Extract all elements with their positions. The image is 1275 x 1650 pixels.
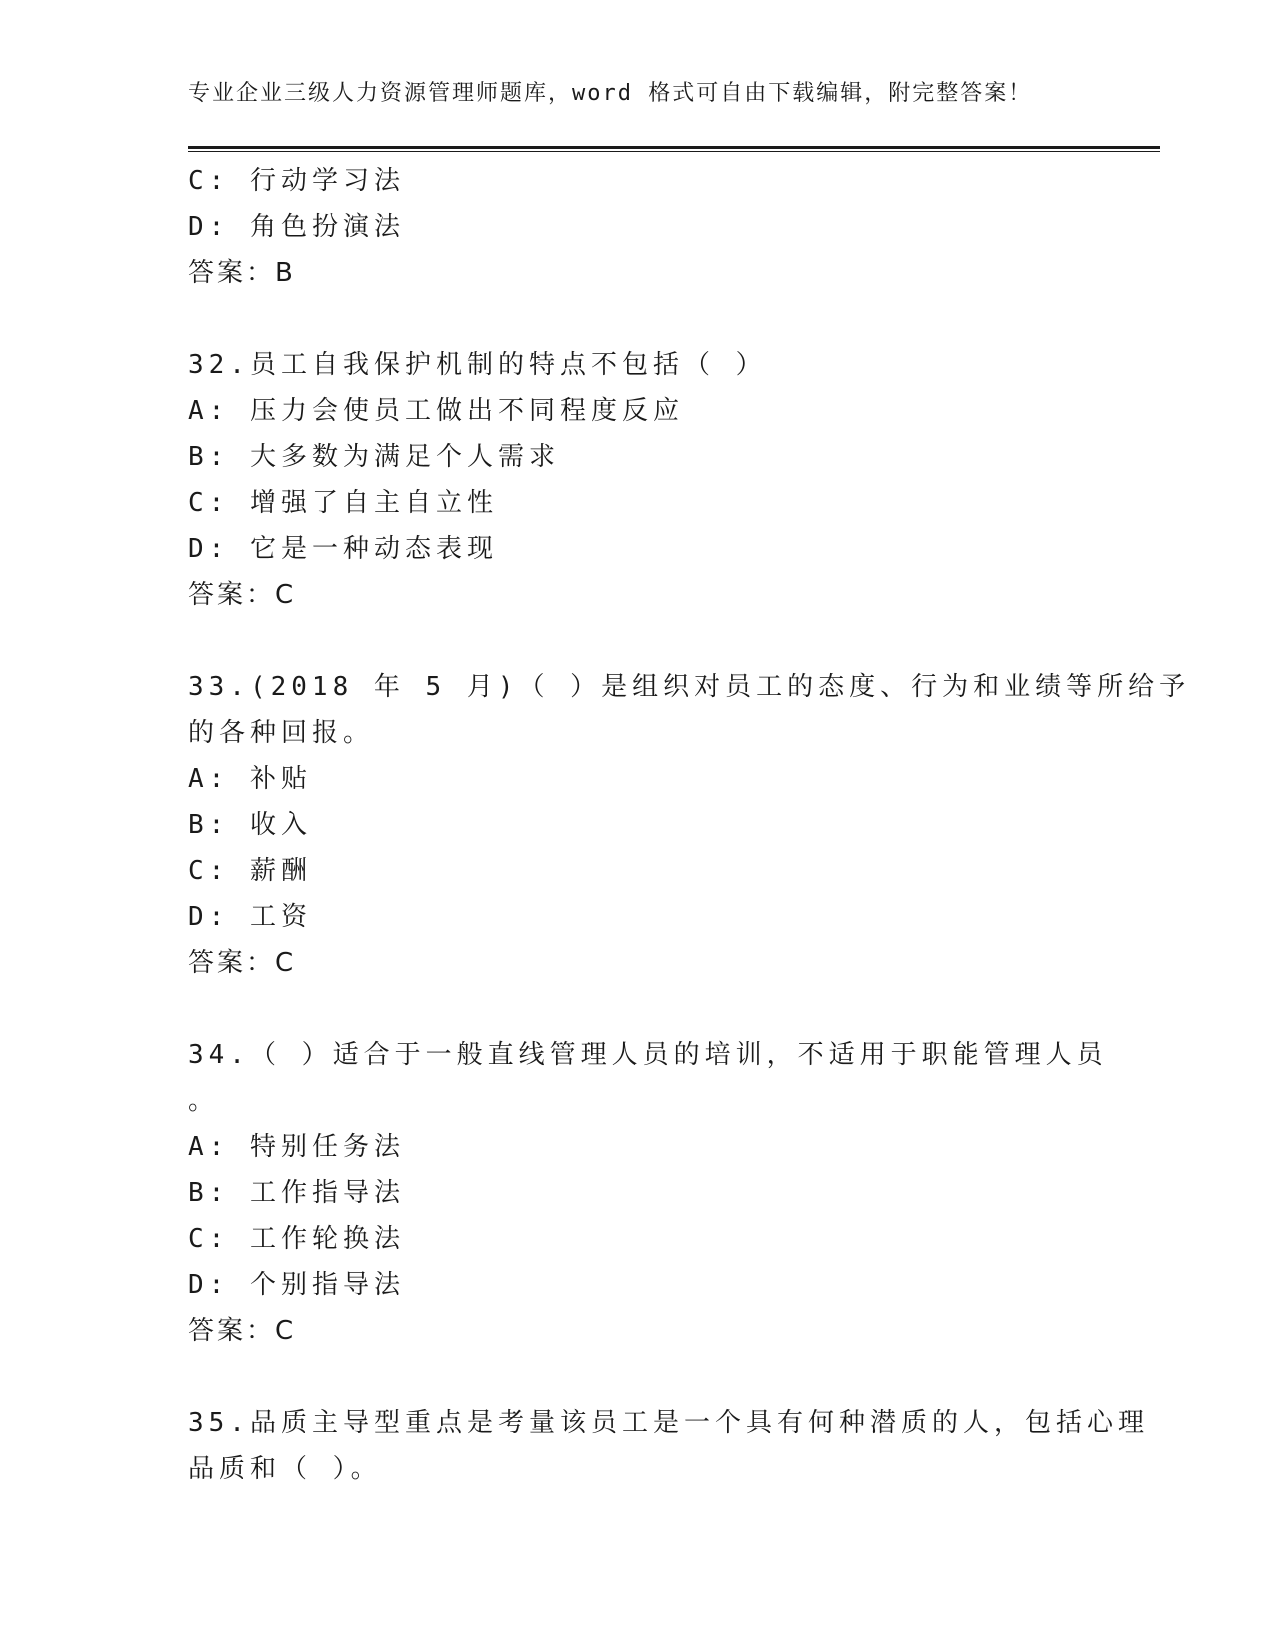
option-c: C: 工作轮换法	[188, 1224, 405, 1254]
option-c: C: 行动学习法	[188, 166, 405, 196]
page-header: 专业企业三级人力资源管理师题库，word 格式可自由下载编辑，附完整答案！	[188, 81, 1033, 106]
option-b: B: 大多数为满足个人需求	[188, 442, 560, 472]
question-stem: 34.（ ）适合于一般直线管理人员的培训，不适用于职能管理人员	[188, 1040, 1108, 1070]
option-c: C: 薪酬	[188, 856, 312, 886]
question-stem-continued: 品质和（ ）。	[188, 1454, 382, 1484]
question-32	[188, 342, 1088, 618]
question-35	[188, 1400, 1149, 1492]
question-content	[188, 158, 1191, 1492]
question-33	[188, 664, 1191, 986]
option-b: B: 工作指导法	[188, 1178, 405, 1208]
question-stem: 32.员工自我保护机制的特点不包括（ ）	[188, 350, 767, 380]
spacer	[188, 1354, 1088, 1400]
question-34	[188, 1032, 1108, 1354]
question-stem: 33.(2018 年 5 月)（ ）是组织对员工的态度、行为和业绩等所给予	[188, 672, 1191, 702]
option-a: A: 特别任务法	[188, 1132, 405, 1162]
answer-line: 答案：C	[188, 1316, 297, 1346]
option-d: D: 工资	[188, 902, 312, 932]
header-divider-thin	[188, 151, 1160, 152]
spacer	[188, 296, 1088, 342]
option-a: A: 补贴	[188, 764, 312, 794]
question-stem: 35.品质主导型重点是考量该员工是一个具有何种潜质的人，包括心理	[188, 1408, 1149, 1438]
question-stem-continued: 。	[188, 1086, 220, 1116]
option-d: D: 角色扮演法	[188, 212, 405, 242]
answer-line: 答案：B	[188, 258, 296, 288]
answer-line: 答案：C	[188, 580, 297, 610]
option-d: D: 它是一种动态表现	[188, 534, 498, 564]
option-c: C: 增强了自主自立性	[188, 488, 498, 518]
question-stem-continued: 的各种回报。	[188, 718, 375, 748]
option-d: D: 个别指导法	[188, 1270, 405, 1300]
question-fragment	[188, 158, 1088, 296]
spacer	[188, 618, 1088, 664]
header-divider	[188, 146, 1160, 149]
option-b: B: 收入	[188, 810, 312, 840]
option-a: A: 压力会使员工做出不同程度反应	[188, 396, 684, 426]
spacer	[188, 986, 1088, 1032]
answer-line: 答案：C	[188, 948, 297, 978]
